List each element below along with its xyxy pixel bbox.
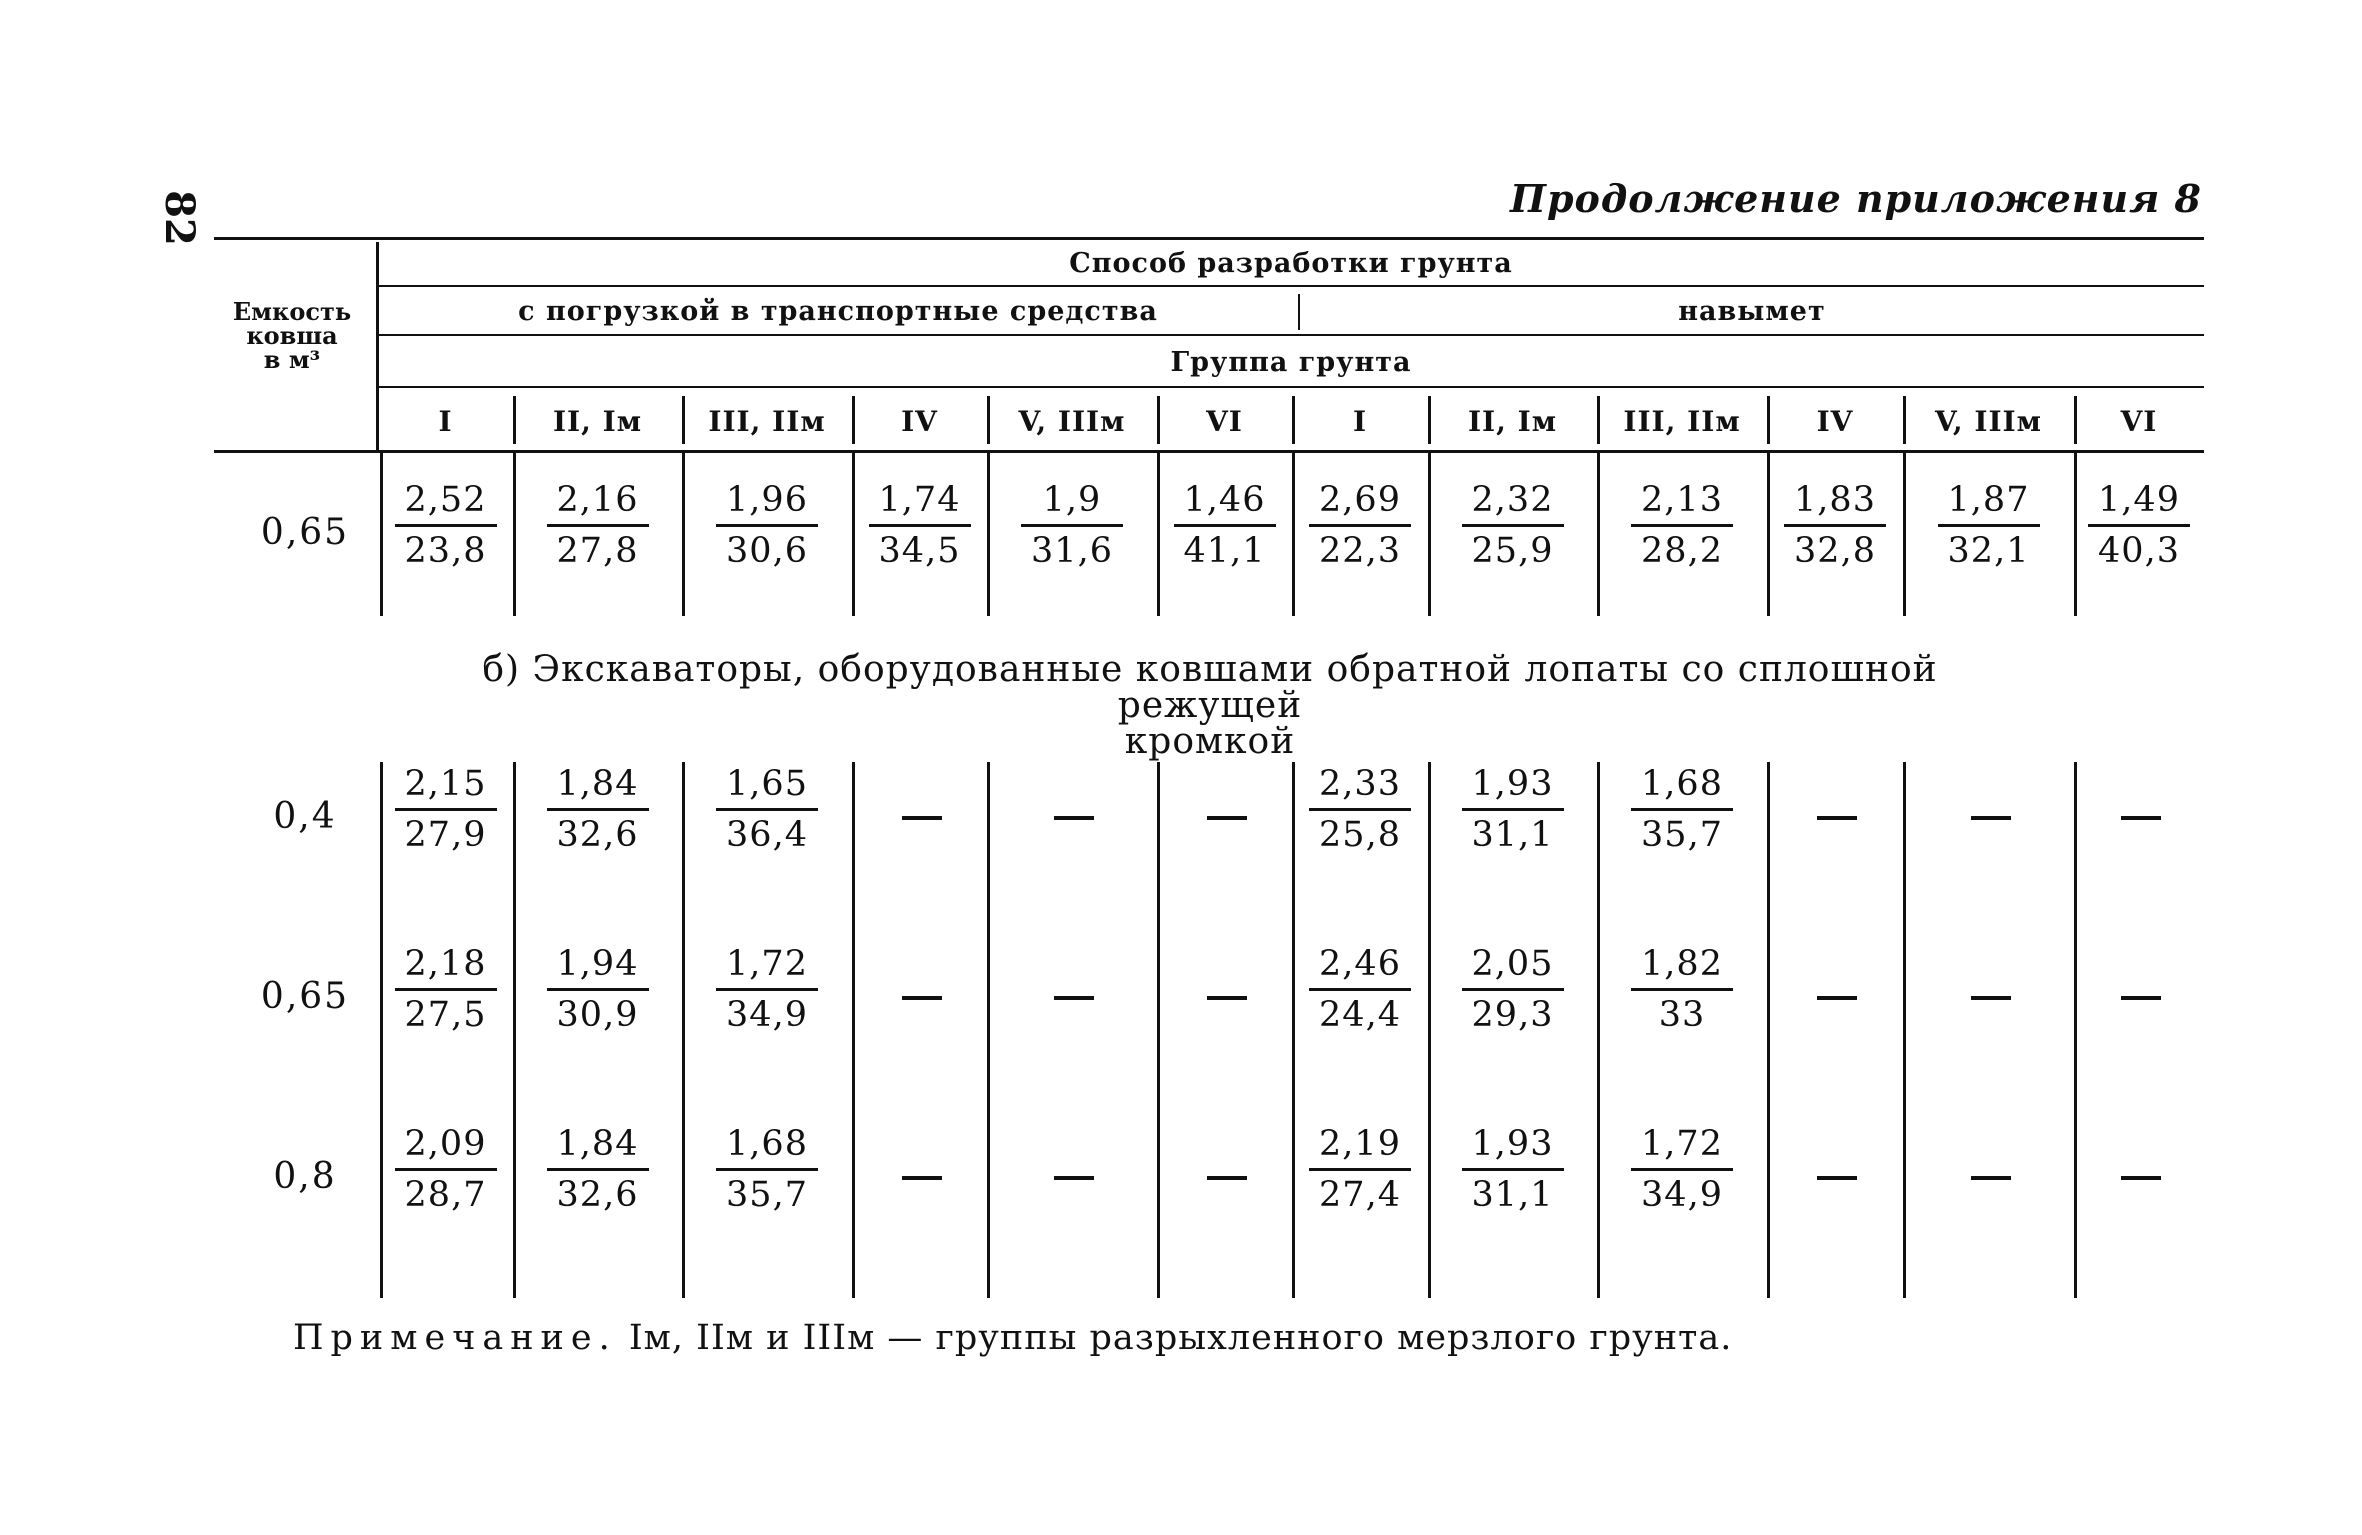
cell-numerator: 2,13 — [1641, 480, 1723, 520]
cell-numerator: 1,83 — [1794, 480, 1876, 520]
cell-numerator: 1,93 — [1471, 1124, 1554, 1164]
page-number: 82 — [156, 190, 204, 246]
cell-denominator: 32,1 — [1947, 531, 2030, 571]
empty-cell-dash — [2121, 816, 2161, 820]
table-cell-fraction — [712, 480, 822, 571]
header-col-vline — [1428, 396, 1431, 444]
header-col-vline — [682, 396, 685, 444]
body-col-vline — [1597, 453, 1600, 616]
body-col-vline — [1767, 453, 1770, 616]
cell-denominator: 34,5 — [878, 531, 961, 571]
method-cast-label: навымет — [1678, 295, 1826, 327]
empty-cell-dash — [1054, 816, 1094, 820]
empty-cell-dash — [1207, 996, 1247, 1000]
cell-numerator: 1,84 — [556, 1124, 639, 1164]
empty-cell-dash — [2121, 996, 2161, 1000]
cell-denominator: 31,6 — [1031, 531, 1113, 571]
cell-numerator: 2,19 — [1319, 1124, 1401, 1164]
capacity-header: Емкость ковша в м³ — [232, 297, 352, 374]
table-cell-fraction — [1305, 480, 1415, 571]
cell-numerator: 1,72 — [1641, 1124, 1723, 1164]
table-cell-fraction — [543, 944, 653, 1035]
soil-group-header: III, IIм — [708, 404, 826, 438]
header-col-vline — [852, 396, 855, 444]
cell-denominator: 34,9 — [1641, 1175, 1723, 1215]
body-col-vline — [852, 762, 855, 1298]
table-cell-fraction — [391, 1124, 501, 1215]
table-cell-fraction — [1458, 944, 1568, 1035]
cell-numerator: 1,96 — [726, 480, 808, 520]
table-cell-fraction — [1627, 480, 1737, 571]
cell-numerator: 2,16 — [556, 480, 639, 520]
table-cell-fraction — [543, 764, 653, 855]
cell-numerator: 1,82 — [1641, 944, 1723, 984]
body-col-vline — [852, 453, 855, 616]
cell-numerator: 1,68 — [1641, 764, 1723, 804]
body-col-vline — [2074, 762, 2077, 1298]
soil-group-header: II, Iм — [1467, 404, 1558, 438]
table-cell-fraction — [2084, 480, 2194, 571]
empty-cell-dash — [2121, 1176, 2161, 1180]
cell-numerator: 2,52 — [404, 480, 487, 520]
body-col-vline — [1597, 762, 1600, 1298]
cell-numerator: 1,9 — [1042, 480, 1102, 520]
cell-denominator: 27,8 — [556, 531, 639, 571]
body-col-vline — [513, 453, 516, 616]
table-top-rule — [214, 237, 2204, 240]
empty-cell-dash — [1971, 996, 2011, 1000]
cell-numerator: 2,05 — [1471, 944, 1554, 984]
cell-numerator: 1,46 — [1183, 480, 1266, 520]
table-cell-fraction — [712, 1124, 822, 1215]
body-col-vline — [2074, 453, 2077, 616]
cell-numerator: 1,72 — [726, 944, 808, 984]
note-label: Примечание. — [293, 1318, 617, 1358]
empty-cell-dash — [1054, 996, 1094, 1000]
cell-numerator: 2,46 — [1319, 944, 1401, 984]
method-title: Способ разработки грунта — [1069, 247, 1513, 279]
cell-denominator: 31,1 — [1471, 815, 1554, 855]
table-cell-fraction — [1458, 764, 1568, 855]
method-split-rule — [378, 334, 2204, 336]
section-b-caption-line2: кромкой — [1124, 721, 1296, 762]
cell-numerator: 2,32 — [1471, 480, 1554, 520]
cell-numerator: 2,33 — [1319, 764, 1401, 804]
cell-denominator: 31,1 — [1471, 1175, 1554, 1215]
table-cell-fraction — [1627, 944, 1737, 1035]
cell-denominator: 22,3 — [1319, 531, 1401, 571]
body-col-vline — [1292, 762, 1295, 1298]
empty-cell-dash — [1207, 816, 1247, 820]
empty-cell-dash — [902, 996, 942, 1000]
body-left-vline — [380, 453, 383, 616]
empty-cell-dash — [902, 1176, 942, 1180]
body-col-vline — [1157, 762, 1160, 1298]
section-b-caption — [480, 649, 1940, 762]
body-col-vline — [682, 762, 685, 1298]
cell-denominator: 32,6 — [556, 1175, 639, 1215]
table-cell-fraction — [543, 480, 653, 571]
body-col-vline — [1767, 762, 1770, 1298]
continuation-title: Продолжение приложения 8 — [1510, 176, 2202, 221]
cell-denominator: 35,7 — [726, 1175, 808, 1215]
empty-cell-dash — [1971, 1176, 2011, 1180]
soil-group-title: Группа грунта — [1170, 346, 1412, 378]
header-col-vline — [1767, 396, 1770, 444]
cell-denominator: 23,8 — [404, 531, 487, 571]
soil-group-header: VI — [2120, 404, 2158, 438]
header-col-vline — [1157, 396, 1160, 444]
cell-numerator: 1,68 — [726, 1124, 808, 1164]
cell-denominator: 30,9 — [556, 995, 639, 1035]
table-cell-fraction — [1305, 764, 1415, 855]
capacity-value: 0,65 — [260, 512, 350, 553]
cell-denominator: 32,6 — [556, 815, 639, 855]
soil-group-header: VI — [1206, 404, 1243, 438]
cell-denominator: 28,7 — [404, 1175, 487, 1215]
cell-numerator: 1,94 — [556, 944, 639, 984]
cell-numerator: 1,84 — [556, 764, 639, 804]
cell-denominator: 40,3 — [2098, 531, 2180, 571]
soil-group-header: V, IIIм — [1935, 404, 2042, 438]
cell-denominator: 24,4 — [1319, 995, 1401, 1035]
empty-cell-dash — [1054, 1176, 1094, 1180]
cell-denominator: 30,6 — [726, 531, 808, 571]
body-col-vline — [1292, 453, 1295, 616]
header-col-vline — [1597, 396, 1600, 444]
cell-numerator: 1,74 — [878, 480, 961, 520]
table-cell-fraction — [1458, 1124, 1568, 1215]
capacity-value: 0,8 — [273, 1156, 337, 1197]
table-cell-fraction — [1934, 480, 2044, 571]
cell-numerator: 2,18 — [404, 944, 487, 984]
cell-denominator: 32,8 — [1794, 531, 1876, 571]
soil-group-header: II, Iм — [552, 404, 643, 438]
empty-cell-dash — [1207, 1176, 1247, 1180]
table-cell-fraction — [1627, 1124, 1737, 1215]
soil-group-header: I — [1352, 404, 1368, 438]
header-col-vline — [987, 396, 990, 444]
table-cell-fraction — [543, 1124, 653, 1215]
header-col-vline — [513, 396, 516, 444]
body-col-vline — [1428, 762, 1431, 1298]
empty-cell-dash — [1817, 816, 1857, 820]
table-cell-fraction — [391, 764, 501, 855]
table-cell-fraction — [391, 480, 501, 571]
cell-numerator: 2,69 — [1319, 480, 1401, 520]
empty-cell-dash — [902, 816, 942, 820]
cell-denominator: 28,2 — [1641, 531, 1723, 571]
body-col-vline — [1428, 453, 1431, 616]
cell-numerator: 2,15 — [404, 764, 487, 804]
cell-numerator: 2,09 — [404, 1124, 487, 1164]
table-cell-fraction — [1627, 764, 1737, 855]
empty-cell-dash — [1971, 816, 2011, 820]
cell-numerator: 1,65 — [726, 764, 808, 804]
cell-denominator: 41,1 — [1183, 531, 1266, 571]
header-col-vline — [2074, 396, 2077, 444]
cell-denominator: 36,4 — [726, 815, 808, 855]
body-left-vline — [380, 762, 383, 1298]
body-col-vline — [1903, 762, 1906, 1298]
cell-denominator: 33 — [1658, 995, 1706, 1035]
cell-denominator: 29,3 — [1471, 995, 1554, 1035]
table-cell-fraction — [1305, 1124, 1415, 1215]
cell-numerator: 1,87 — [1947, 480, 2030, 520]
note-text: Iм, IIм и IIIм — группы разрыхленного мерзлого грунта. — [628, 1318, 1733, 1358]
table-note — [293, 1318, 1732, 1358]
section-b-caption-line1: б) Экскаваторы, оборудованные ковшами обратной лопаты со сплошной режущей — [482, 649, 1938, 726]
cell-denominator: 27,5 — [404, 995, 487, 1035]
body-col-vline — [987, 762, 990, 1298]
cell-denominator: 34,9 — [726, 995, 808, 1035]
header-col-vline — [1903, 396, 1906, 444]
table-cell-fraction — [1017, 480, 1127, 571]
soil-group-header: V, IIIм — [1018, 404, 1126, 438]
cell-denominator: 25,8 — [1319, 815, 1401, 855]
capacity-value: 0,65 — [260, 976, 350, 1017]
soil-group-rule — [378, 386, 2204, 388]
body-col-vline — [513, 762, 516, 1298]
soil-group-header: IV — [1816, 404, 1854, 438]
cell-numerator: 1,49 — [2098, 480, 2180, 520]
cell-numerator: 1,93 — [1471, 764, 1554, 804]
empty-cell-dash — [1817, 996, 1857, 1000]
body-col-vline — [1157, 453, 1160, 616]
cell-denominator: 25,9 — [1471, 531, 1554, 571]
soil-group-header: IV — [901, 404, 938, 438]
header-col-vline — [1292, 396, 1295, 444]
body-col-vline — [987, 453, 990, 616]
empty-cell-dash — [1817, 1176, 1857, 1180]
capacity-value: 0,4 — [273, 796, 337, 837]
table-cell-fraction — [1305, 944, 1415, 1035]
table-cell-fraction — [712, 944, 822, 1035]
table-cell-fraction — [1780, 480, 1890, 571]
table-cell-fraction — [1458, 480, 1568, 571]
method-title-rule — [378, 285, 2204, 287]
table-cell-fraction — [712, 764, 822, 855]
cell-denominator: 35,7 — [1641, 815, 1723, 855]
table-cell-fraction — [865, 480, 975, 571]
table-cell-fraction — [391, 944, 501, 1035]
cell-denominator: 27,4 — [1319, 1175, 1401, 1215]
soil-group-header: III, IIм — [1623, 404, 1741, 438]
cell-denominator: 27,9 — [404, 815, 487, 855]
body-col-vline — [682, 453, 685, 616]
body-col-vline — [1903, 453, 1906, 616]
table-cell-fraction — [1170, 480, 1280, 571]
soil-group-header: I — [438, 404, 453, 438]
method-loading-label: с погрузкой в транспортные средства — [518, 295, 1158, 327]
